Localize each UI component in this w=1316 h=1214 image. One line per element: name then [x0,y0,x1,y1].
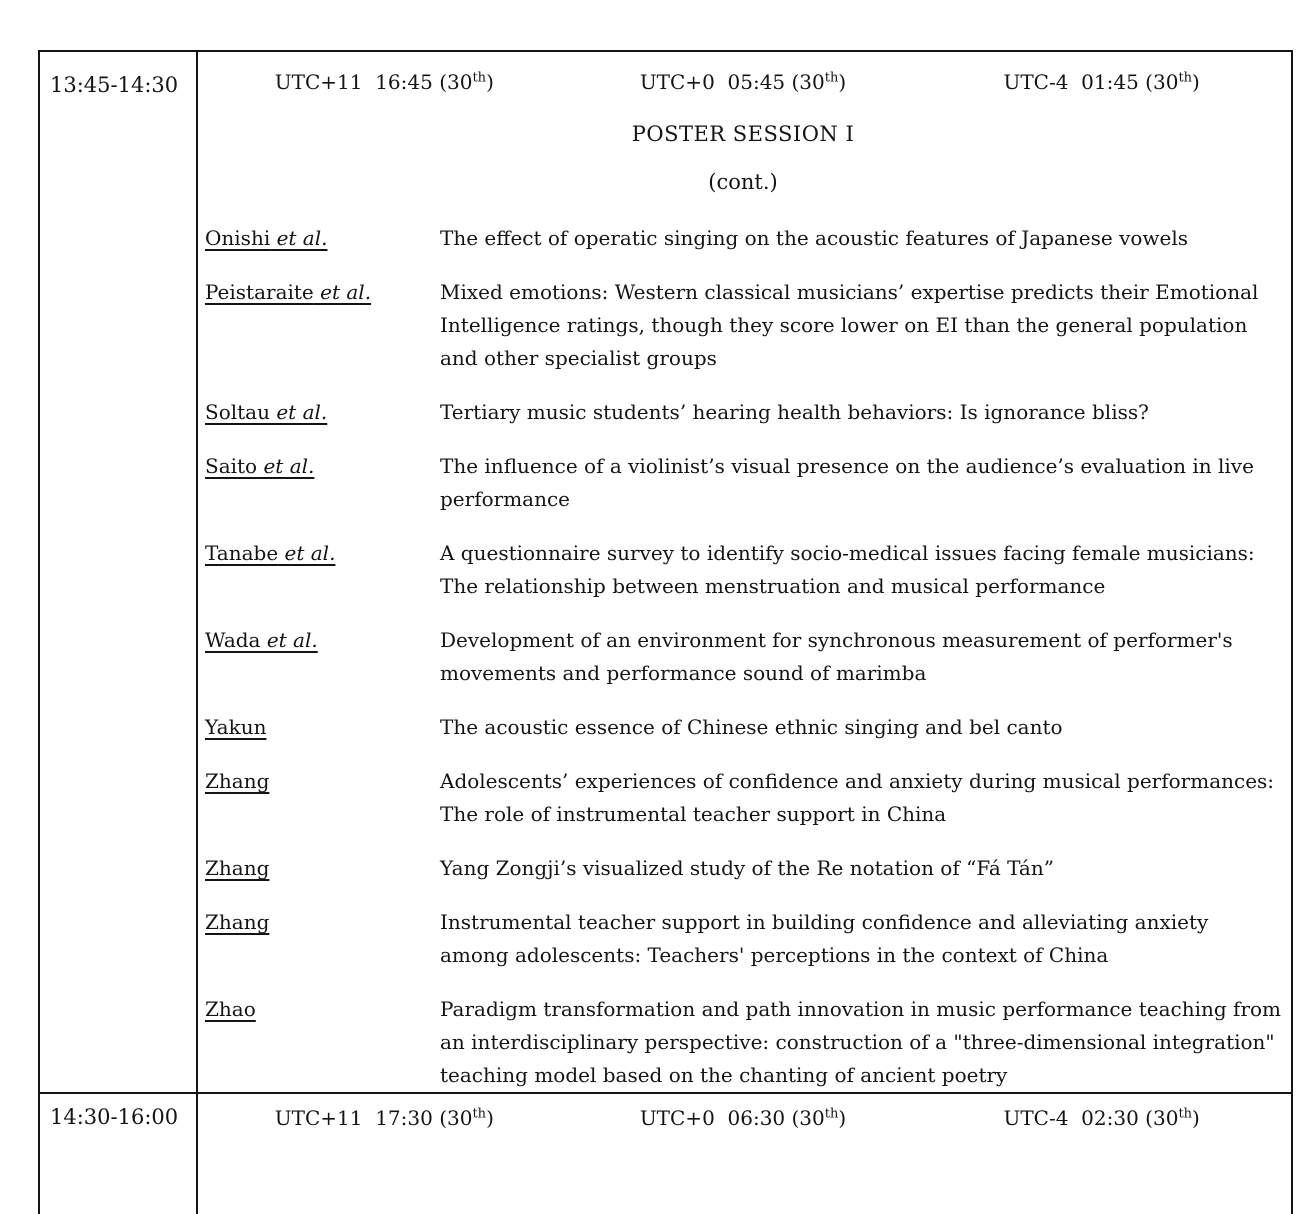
etal-suffix: et al. [278,541,336,565]
author-name: Zhang [205,856,270,880]
presentation-title: A questionnaire survey to identify socio-medical issues facing female musicians: The relationship between menstruation and musical performance [440,541,1255,598]
author-name: Zhao [205,997,256,1021]
session-time-range: 14:30-16:00 [50,1105,179,1129]
author-link[interactable] [205,715,266,739]
author-link[interactable] [205,454,314,478]
presentation-title: The effect of operatic singing on the acoustic features of Japanese vowels [440,226,1189,250]
presentation-entry [205,711,1281,744]
author-cell [205,276,440,309]
timezone-close-paren: ) [486,1106,494,1130]
author-name: Peistaraite [205,280,314,304]
schedule-table [38,50,1293,1214]
next-session-row [40,1094,1291,1214]
presentation-title: The acoustic essence of Chinese ethnic singing and bel canto [440,715,1063,739]
presentation-title: Paradigm transformation and path innovation in music performance teaching from an interdisciplinary perspective: construction of a "three-dimensional integration" teaching model based on the chanting of ancient poetry [440,997,1282,1087]
ordinal-suffix: th [824,1106,839,1122]
presentation-entry [205,624,1281,690]
timezone-text: UTC+11 17:30 (30 [274,1106,473,1130]
author-name: Zhang [205,769,270,793]
timezone-close-paren: ) [838,1106,847,1130]
session-continuation-label: (cont.) [708,170,778,194]
presentation-title: The influence of a violinist’s visual presence on the audience’s evaluation in live performance [440,454,1254,511]
author-link[interactable] [205,541,335,565]
timezone-header [205,1104,1281,1132]
author-cell [205,852,440,885]
presentation-title: Adolescents’ experiences of confidence and anxiety during musical performances: The role of instrumental teacher support in China [440,769,1275,826]
session-time-range: 13:45-14:30 [50,73,179,97]
timezone-text: UTC-4 02:30 (30 [1003,1106,1179,1130]
etal-suffix: et al. [313,280,372,304]
time-cell [40,52,198,1092]
ordinal-suffix: th [472,1106,487,1122]
presentation-entry [205,852,1281,885]
author-link[interactable] [205,628,318,652]
timezone-text: UTC+0 06:30 (30 [639,1106,825,1130]
session-content-cell [198,1094,1291,1214]
presentation-list [205,222,1281,1092]
author-cell [205,537,440,570]
presentation-entry [205,537,1281,603]
presentation-entry [205,993,1281,1092]
session-content-cell [198,52,1291,1092]
session-title: POSTER SESSION I [631,122,855,146]
author-name: Zhang [205,910,270,934]
etal-suffix: et al. [269,400,328,424]
timezone-utc-0 [564,68,923,96]
presentation-title: Mixed emotions: Western classical musicians’ expertise predicts their Emotional Intelligence ratings, though they score lower on EI than the general population and other specialist groups [440,280,1259,370]
presentation-entry [205,396,1281,429]
author-name: Soltau [205,400,270,424]
author-name: Onishi [205,226,271,250]
etal-suffix: et al. [270,226,328,250]
author-name: Saito [205,454,258,478]
presentation-entry [205,276,1281,375]
timezone-close-paren: ) [838,70,847,94]
timezone-close-paren: ) [1192,1106,1200,1130]
timezone-utc-0 [564,1104,923,1132]
ordinal-suffix: th [1178,1106,1193,1122]
timezone-close-paren: ) [486,70,494,94]
time-cell [40,1094,198,1214]
presentation-entry [205,222,1281,255]
timezone-text: UTC-4 01:45 (30 [1003,70,1179,94]
timezone-text: UTC+11 16:45 (30 [274,70,473,94]
author-link[interactable] [205,910,269,934]
presentation-title: Yang Zongji’s visualized study of the Re notation of “Fá Tán” [440,856,1054,880]
author-cell [205,222,440,255]
presentation-entry [205,906,1281,972]
ordinal-suffix: th [472,70,487,86]
timezone-utc-minus-4 [922,1104,1281,1132]
timezone-utc-plus-11 [205,68,564,96]
etal-suffix: et al. [257,454,315,478]
author-cell [205,765,440,798]
author-link[interactable] [205,769,269,793]
ordinal-suffix: th [824,70,839,86]
presentation-title: Instrumental teacher support in building confidence and alleviating anxiety among adolescents: Teachers' perceptions in the context of China [440,910,1209,967]
presentation-title: Tertiary music students’ hearing health behaviors: Is ignorance bliss? [440,400,1149,424]
author-cell [205,906,440,939]
author-cell [205,450,440,483]
author-name: Yakun [205,715,267,739]
author-cell [205,711,440,744]
ordinal-suffix: th [1178,70,1193,86]
timezone-header [205,68,1281,96]
author-link[interactable] [205,400,327,424]
author-cell [205,396,440,429]
author-name: Wada [205,628,261,652]
author-link[interactable] [205,226,327,250]
author-cell [205,624,440,657]
etal-suffix: et al. [260,628,318,652]
author-name: Tanabe [205,541,279,565]
timezone-text: UTC+0 05:45 (30 [639,70,825,94]
session-row [40,52,1291,1094]
presentation-entry [205,765,1281,831]
timezone-close-paren: ) [1192,70,1200,94]
author-link[interactable] [205,997,256,1021]
author-link[interactable] [205,280,371,304]
author-link[interactable] [205,856,269,880]
presentation-title: Development of an environment for synchronous measurement of performer's movements and performance sound of marimba [440,628,1233,685]
timezone-utc-plus-11 [205,1104,564,1132]
presentation-entry [205,450,1281,516]
timezone-utc-minus-4 [922,68,1281,96]
author-cell [205,993,440,1026]
